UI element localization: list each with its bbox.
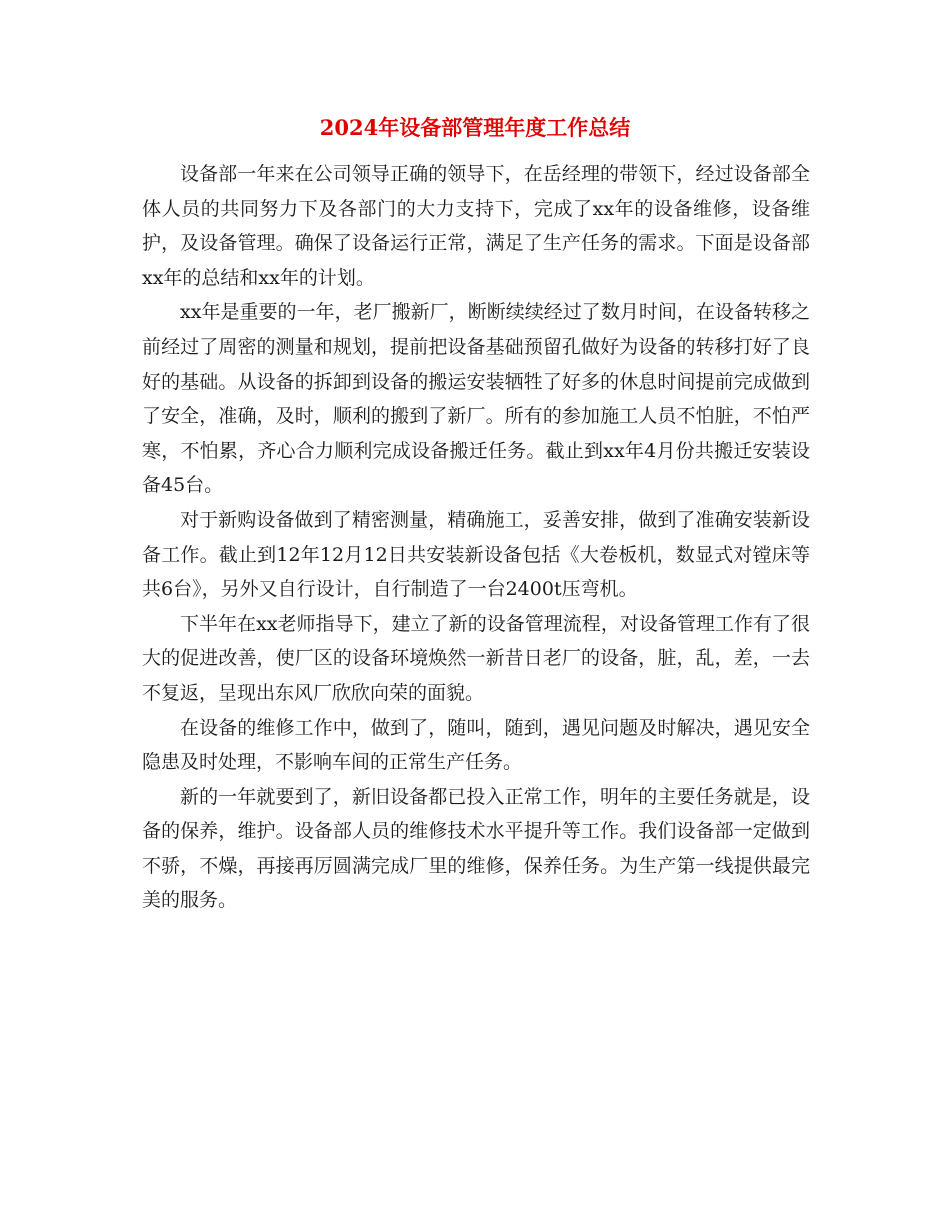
document-title: 2024年设备部管理年度工作总结 xyxy=(319,115,631,140)
paragraph-4: 下半年在xx老师指导下，建立了新的设备管理流程，对设备管理工作有了很大的促进改善，使厂区的设备环境焕然一新昔日老厂的设备，脏，乱，差，一去不复返，呈现出东风厂欣欣向荣的面貌。 xyxy=(142,612,810,704)
paragraph-6: 新的一年就要到了，新旧设备都已投入正常工作，明年的主要任务就是，设备的保养，维护。设备部人员的维修技术水平提升等工作。我们设备部一定做到不骄，不燥，再接再厉圆满完成厂里的维修，保养任务。为生产第一线提供最完美的服务。 xyxy=(142,785,810,912)
paragraph-1: 设备部一年来在公司领导正确的领导下，在岳经理的带领下，经过设备部全体人员的共同努力下及各部门的大力支持下，完成了xx年的设备维修，设备维护，及设备管理。确保了设备运行正常，满足了生产任务的需求。下面是设备部xx年的总结和xx年的计划。 xyxy=(142,163,810,289)
document-body xyxy=(142,157,810,918)
paragraph-5: 在设备的维修工作中，做到了，随叫，随到，遇见问题及时解决，遇见安全隐患及时处理，不影响车间的正常生产任务。 xyxy=(142,716,810,774)
paragraph-3: 对于新购设备做到了精密测量，精确施工，妥善安排，做到了准确安装新设备工作。截止到12年12月12日共安装新设备包括《大卷板机，数显式对镗床等共6台》，另外又自行设计，自行制造了一台2400t压弯机。 xyxy=(142,508,810,601)
paragraph-2: xx年是重要的一年，老厂搬新厂，断断续续经过了数月时间，在设备转移之前经过了周密的测量和规划，提前把设备基础预留孔做好为设备的转移打好了良好的基础。从设备的拆卸到设备的搬运安装牺牲了好多的休息时间提前完成做到了安全，准确，及时，顺利的搬到了新厂。所有的参加施工人员不怕脏，不怕严寒，不怕累，齐心合力顺利完成设备搬迁任务。截止到xx年4月份共搬迁安装设备45台。 xyxy=(142,301,810,497)
